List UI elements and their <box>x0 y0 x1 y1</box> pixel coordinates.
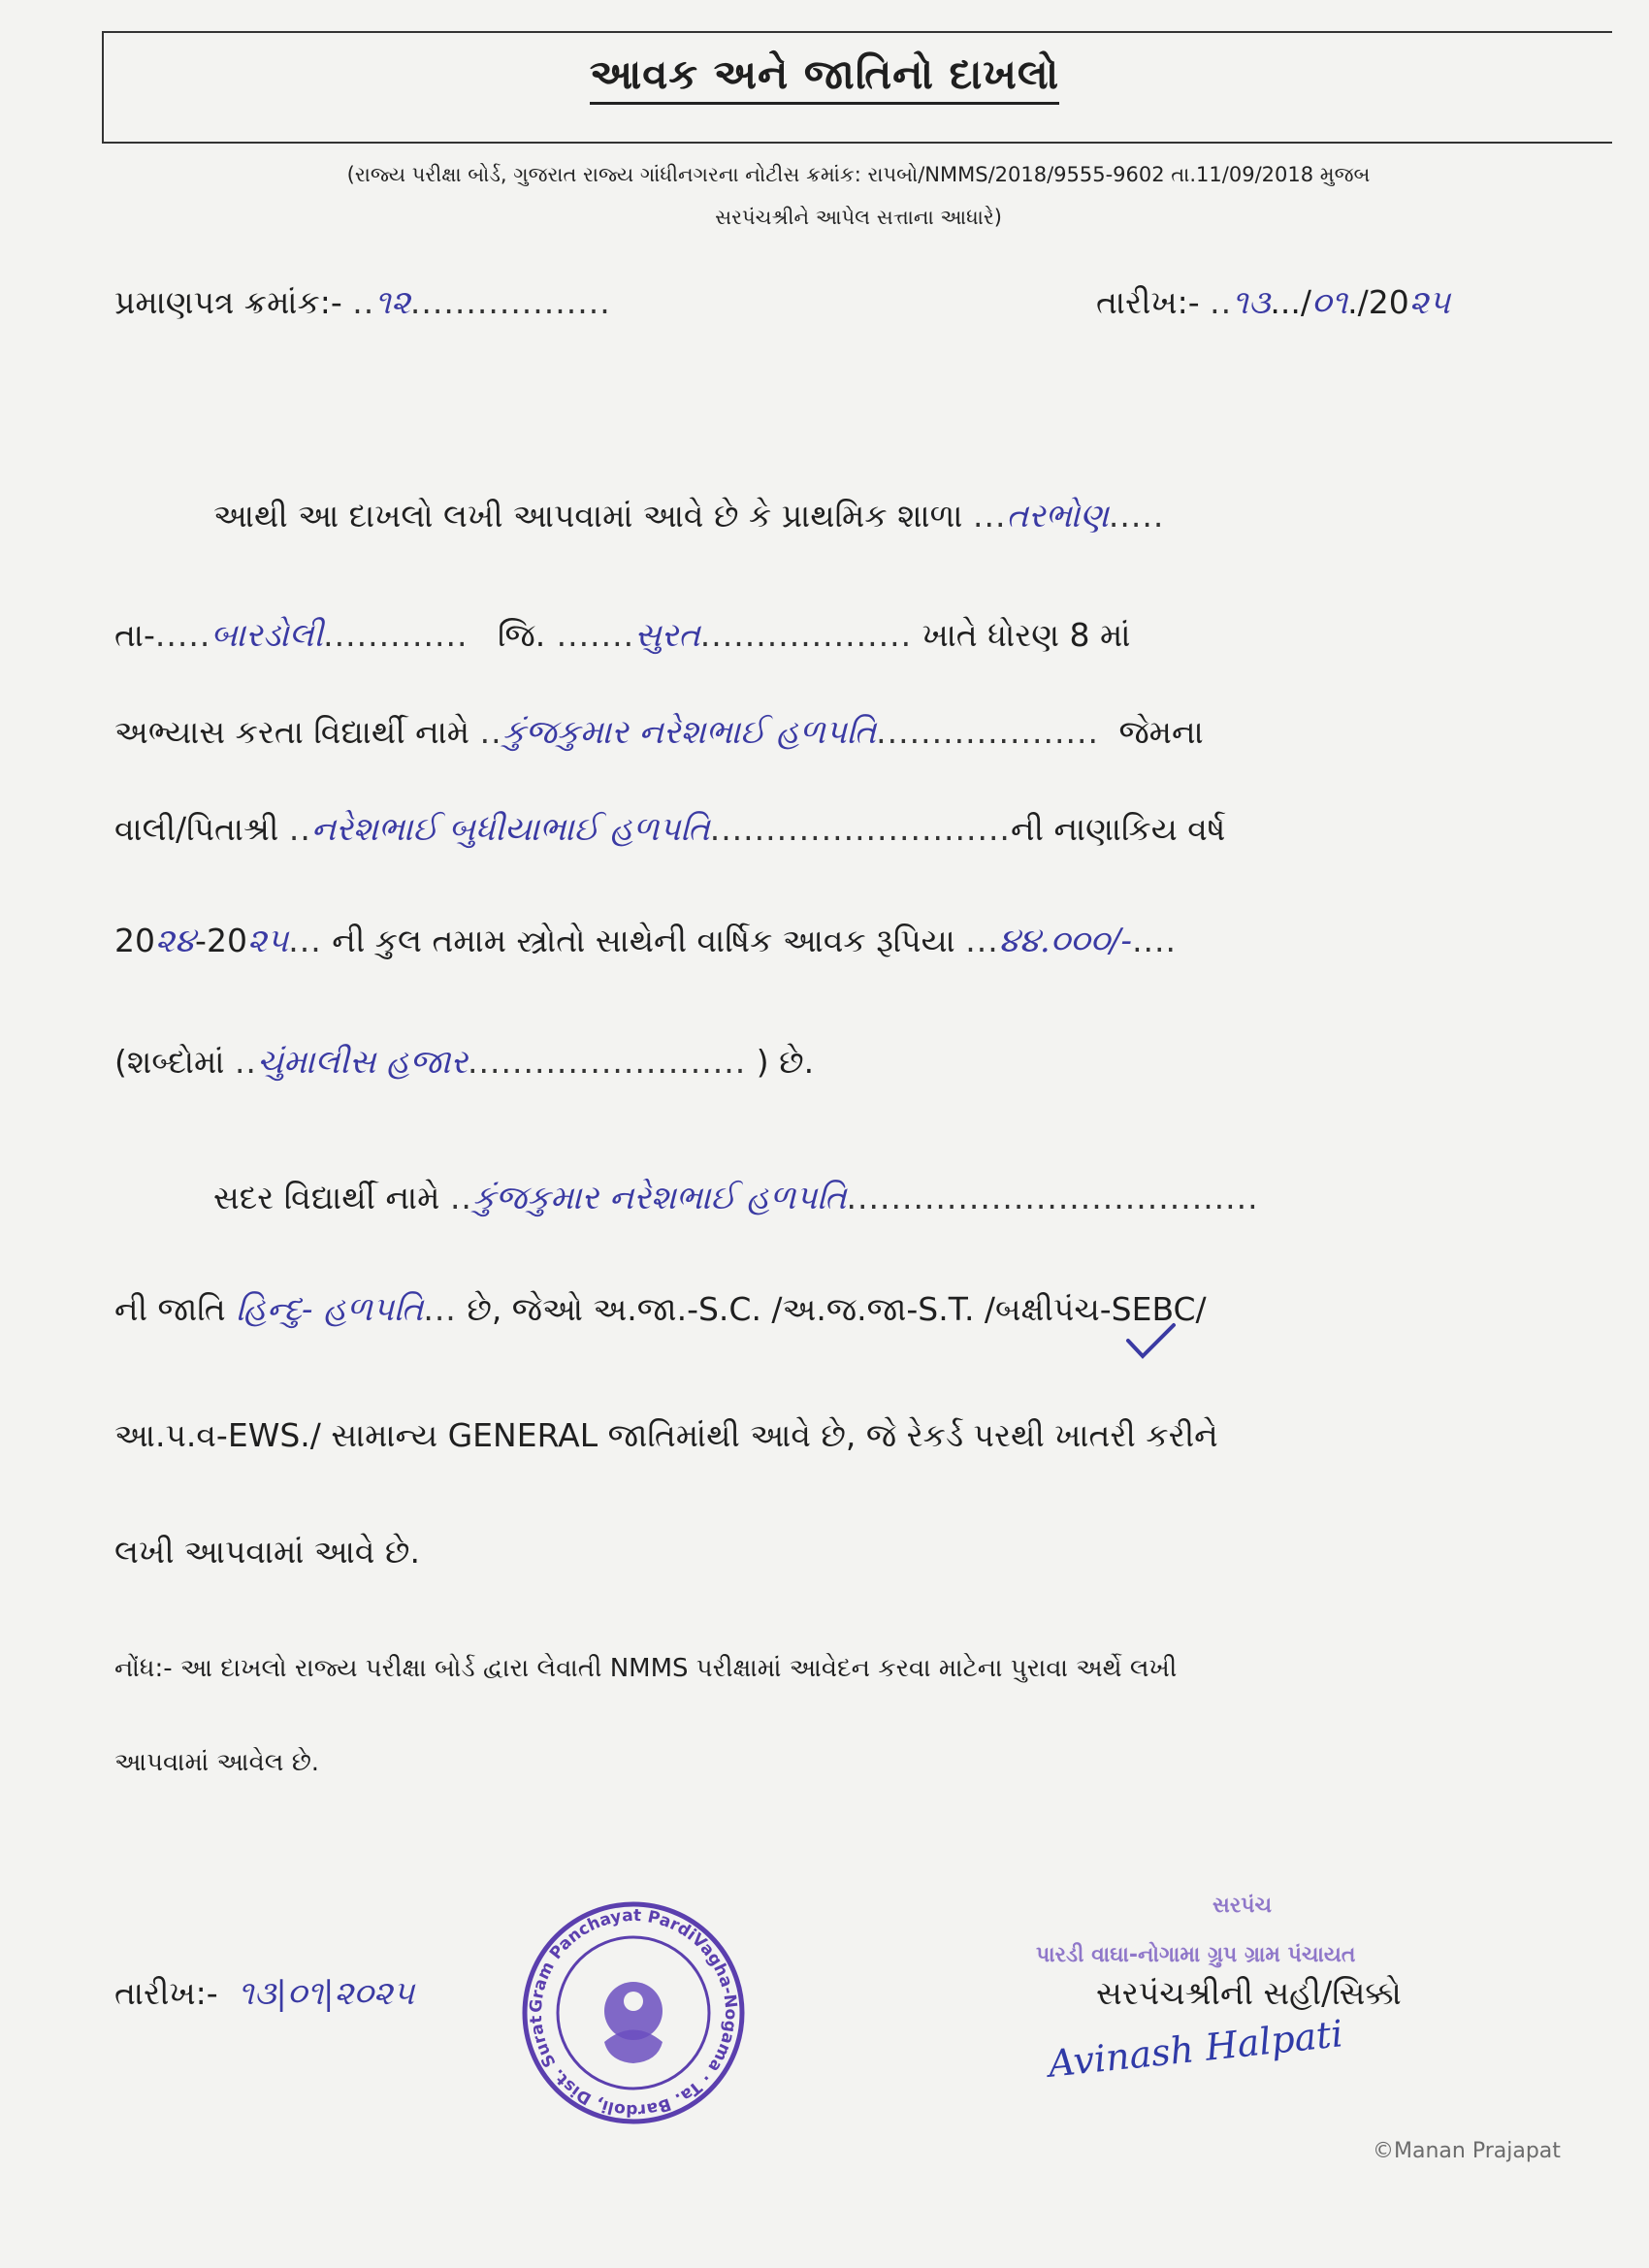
fy-from: ૨૪ <box>155 922 196 960</box>
caste-line-2: આ.પ.વ-EWS./ સામાન્ય GENERAL જાતિમાંથી આવે છે, જે રેકર્ડ પરથી ખાતરી કરીને <box>114 1416 1218 1454</box>
sarpanch-title: સરપંચ <box>1212 1894 1273 1918</box>
standard-text: ખાતે ધોરણ 8 માં <box>922 616 1131 654</box>
taluka-name: બારડોલી <box>210 616 324 655</box>
guardian-name: નરેશભાઈ બુધીયાભાઈ હળપતિ <box>310 810 710 849</box>
student-name: કુંજકુમાર નરેશભાઈ હળપતિ <box>501 713 877 752</box>
fy-separator: -20 <box>195 922 247 959</box>
guardian-label: વાલી/પિતાશ્રી <box>114 810 279 848</box>
taluka-label: તા- <box>114 616 155 654</box>
panchayat-name: પારડી વાઘા-નોગામા ગ્રુપ ગ્રામ પંચાયત <box>1036 1943 1356 1967</box>
page-title: આવક અને જાતિનો દાખલો <box>0 50 1649 99</box>
school-name: તરભોણ <box>1006 497 1109 535</box>
panchayat-seal <box>512 1896 755 2129</box>
taluka-row: તા-.....બારડોલી............. જિ. .......સુરત................... ખાતે ધોરણ 8 માં <box>114 616 1131 655</box>
income-in-words: ચુંમાલીસ હજાર <box>256 1043 469 1082</box>
words-end: ) છે. <box>756 1043 815 1081</box>
district-label: જિ. <box>498 616 546 654</box>
date-label: તારીખ:- <box>1096 283 1200 321</box>
date-year-prefix: 20 <box>1368 283 1409 321</box>
tick-mark-icon <box>1123 1319 1181 1368</box>
district-name: સુરત <box>634 616 700 655</box>
notice-reference <box>146 153 1571 239</box>
certificate-number-label: પ્રમાણપત્ર ક્રમાંક:- <box>114 283 342 321</box>
school-row: આથી આ દાખલો લખી આપવામાં આવે છે કે પ્રાથમિક શાળા ...તરભોણ..... <box>213 497 1165 535</box>
fy-to: ૨૫ <box>246 922 289 960</box>
date-day: ૧૩ <box>1232 283 1271 322</box>
certificate-number: ૧૨ <box>374 283 410 322</box>
student-label: અભ્યાસ કરતા વિદ્યાર્થી નામે <box>114 713 470 751</box>
guardian-row: વાલી/પિતાશ્રી ..નરેશભાઈ બુધીયાભાઈ હળપતિ...........................ની નાણાકિય વર્ષ <box>114 810 1226 849</box>
student-name-2: કુંજકુમાર નરેશભાઈ હળપતિ <box>471 1179 847 1217</box>
certificate-number-row: પ્રમાણપત્ર ક્રમાંક:- ..૧૨.................. <box>114 283 611 322</box>
fy-prefix: 20 <box>114 922 155 959</box>
copyright-text: ©Manan Prajapat <box>1373 2139 1561 2163</box>
footer-date: ૧૩|૦૧|૨૦૨૫ <box>238 1974 415 2013</box>
caste-value: હિન્દુ- હળપતિ <box>236 1290 424 1329</box>
date-row: તારીખ:- ..૧૩.../૦૧./20૨૫ <box>1096 283 1451 322</box>
sarpanch-signature: Avinash Halpati <box>1046 2012 1345 2086</box>
income-row: 20૨૪-20૨૫... ની કુલ તમામ સ્ત્રોતો સાથેની વાર્ષિક આવક રૂપિયા ...૪૪.૦૦૦/-.... <box>114 922 1178 960</box>
caste-label: ની જાતિ <box>114 1290 226 1328</box>
note-line-2: આપવામાં આવેલ છે. <box>114 1748 320 1777</box>
notice-line-2: સરપંચશ્રીને આપેલ સત્તાના આધારે) <box>715 206 1002 229</box>
date-year-suffix: ૨૫ <box>1408 283 1451 322</box>
words-label: (શબ્દોમાં <box>114 1043 225 1081</box>
footer-date-row <box>114 1974 414 2013</box>
income-amount: ૪૪.૦૦૦/- <box>998 922 1133 960</box>
financial-year-label: ની નાણાકિય વર્ષ <box>1010 810 1226 848</box>
income-text: ની કુલ તમામ સ્ત્રોતો સાથેની વાર્ષિક આવક રૂપિયા <box>332 922 955 959</box>
caste-line-3: લખી આપવામાં આવે છે. <box>114 1533 420 1571</box>
student-row: અભ્યાસ કરતા વિદ્યાર્થી નામે ..કુંજકુમાર નરેશભાઈ હળપતિ.................... જેમના <box>114 713 1204 752</box>
date-month: ૦૧ <box>1311 283 1348 322</box>
note-line-1: નોંધ:- આ દાખલો રાજ્ય પરીક્ષા બોર્ડ દ્વારા લેવાતી NMMS પરીક્ષામાં આવેદન કરવા માટેના પુરાવા અર્થે લખી <box>114 1654 1178 1683</box>
seal-outer-text: Gram Panchayat PardiVagha-Nogama · Ta. Bardoli, Dist. Surat <box>526 1905 741 2121</box>
para1-text: આથી આ દાખલો લખી આપવામાં આવે છે કે પ્રાથમિક શાળા <box>213 497 963 535</box>
student-row-2: સદર વિદ્યાર્થી નામે ..કુંજકુમાર નરેશભાઈ હળપતિ..................................... <box>213 1179 1259 1217</box>
jemna-text: જેમના <box>1118 713 1204 751</box>
caste-categories: છે, જેઓ અ.જા.-S.C. /અ.જ.જા-S.T. /બક્ષીપંચ-SEBC/ <box>467 1290 1207 1328</box>
income-words-row: (શબ્દોમાં ..ચુંમાલીસ હજાર......................... ) છે. <box>114 1043 815 1082</box>
notice-line-1: (રાજ્ય પરીક્ષા બોર્ડ, ગુજરાત રાજ્ય ગાંધીનગરના નોટીસ ક્રમાંક: રાપબો/NMMS/2018/9555-9602 તા.11/09/2018 મુજબ <box>346 163 1371 186</box>
footer-date-label: તારીખ:- <box>114 1974 218 2012</box>
signature-label: સરપંચશ્રીની સહી/સિક્કો <box>1096 1974 1402 2012</box>
caste-row: ની જાતિ હિન્દુ- હળપતિ... છે, જેઓ અ.જા.-S.C. /અ.જ.જા-S.T. /બક્ષીપંચ-SEBC/ <box>114 1290 1207 1329</box>
para2-label: સદર વિદ્યાર્થી નામે <box>213 1179 440 1216</box>
